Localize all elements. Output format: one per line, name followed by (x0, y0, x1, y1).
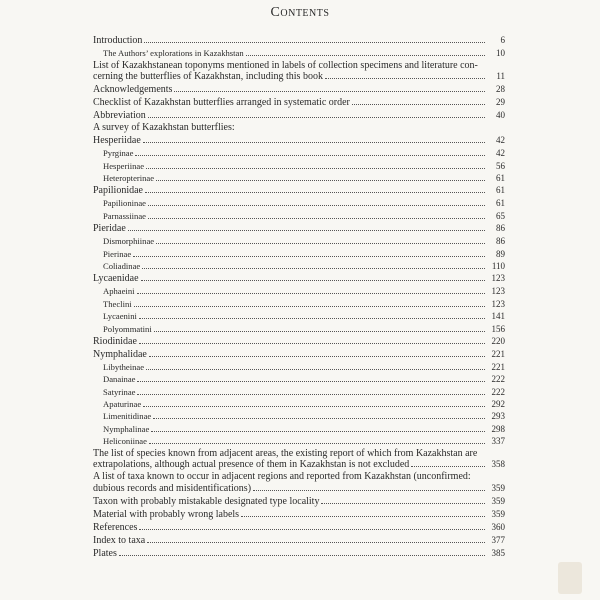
dot-leader (352, 104, 485, 105)
toc-entry-title: A list of taxa known to occur in adjacent regions and reported from Kazakhstan (unconfirmed: (93, 471, 471, 483)
toc-page-number: 61 (496, 185, 505, 196)
toc-entry (93, 509, 505, 521)
dot-leader (153, 418, 485, 419)
toc-page-number: 298 (491, 423, 505, 434)
toc-entry (93, 135, 505, 147)
toc-entry-title: Riodinidae (93, 335, 137, 347)
toc-page-number: 141 (491, 311, 505, 322)
dot-leader (139, 318, 485, 319)
toc-page-number: 337 (491, 436, 505, 447)
toc-page-number: 56 (496, 160, 505, 171)
toc-entry (93, 324, 505, 335)
toc-entry (93, 211, 505, 222)
toc-entry (93, 97, 505, 109)
dot-leader (128, 230, 485, 231)
toc-entry-title: Plates (93, 547, 117, 559)
toc-entry-title: extrapolations, although actual presence of them in Kazakhstan is not excluded (93, 459, 410, 471)
toc-entry (93, 185, 505, 197)
toc-page-number: 222 (491, 386, 505, 397)
toc-entry-title: List of Kazakhstanean toponyms mentioned in labels of collection specimens and literature con- (93, 59, 478, 71)
dot-leader (142, 268, 485, 269)
toc-entry (93, 522, 505, 534)
dot-leader (145, 192, 485, 193)
toc-entry-title: Apaturinae (103, 399, 142, 410)
dot-leader (411, 466, 485, 467)
toc-entry-title: Nymphalidae (93, 348, 147, 360)
dot-leader (148, 218, 485, 219)
dot-leader (154, 331, 485, 332)
toc-page-number: 29 (496, 97, 505, 108)
dot-leader (325, 78, 485, 79)
toc-entry-title: Polyommatini (103, 323, 152, 334)
toc-page-number: 222 (491, 374, 505, 385)
toc-entry-title: Lycaenidae (93, 273, 139, 285)
toc-page-number: 40 (496, 110, 505, 121)
toc-entry (93, 236, 505, 247)
toc-entry-title: Nymphalinae (103, 423, 150, 434)
dot-leader (241, 516, 485, 517)
toc-entry-title: Introduction (93, 35, 143, 47)
dot-leader (133, 256, 485, 257)
toc-entry (93, 110, 505, 122)
toc-entry-title: Heliconiinae (103, 436, 147, 447)
toc-entry-title: Papilionidae (93, 185, 143, 197)
dot-leader (174, 91, 485, 92)
toc-entry-title: The Authors’ explorations in Kazakhstan (103, 48, 244, 59)
dot-leader (149, 356, 485, 357)
page-title: Contents (270, 5, 330, 20)
dot-leader (253, 490, 485, 491)
dot-leader (146, 369, 485, 370)
toc-entry-title: cerning the butterflies of Kazakhstan, including this book (93, 71, 323, 83)
toc-page-number: 221 (491, 348, 505, 359)
toc-entry (93, 123, 505, 134)
toc-entry-title: Abbreviation (93, 110, 146, 122)
toc-entry-title: Material with probably wrong labels (93, 508, 240, 520)
toc-entry-title: Satyrinae (103, 386, 136, 397)
toc-entry-title: Acknowledgements (93, 84, 173, 96)
toc-entry-title: dubious records and misidentifications) (93, 482, 252, 494)
toc-page-number: 6 (500, 35, 505, 46)
toc-entry-title: Hesperiinae (103, 160, 145, 171)
toc-page-number: 42 (496, 135, 505, 146)
toc-entry (93, 48, 505, 59)
toc-entry (93, 436, 505, 447)
dot-leader (135, 155, 485, 156)
toc-page-number: 110 (491, 260, 505, 271)
toc-entry-title: A survey of Kazakhstan butterflies: (93, 122, 235, 134)
dot-leader (321, 503, 485, 504)
toc-page-number: 221 (491, 361, 505, 372)
toc-entry (93, 387, 505, 398)
toc-page-number: 220 (491, 335, 505, 346)
toc-page-number: 28 (496, 84, 505, 95)
toc-entry (93, 173, 505, 184)
toc-page-number: 86 (496, 236, 505, 247)
toc-page-number: 377 (491, 534, 505, 545)
toc-entry-title: Papilioninae (103, 198, 146, 209)
toc-page-number: 123 (491, 286, 505, 297)
toc-entry (93, 273, 505, 285)
toc-entry-title: Hesperiidae (93, 135, 141, 147)
toc-entry (93, 198, 505, 209)
toc-page-number: 65 (496, 210, 505, 221)
toc-entry (93, 349, 505, 361)
dot-leader (151, 431, 485, 432)
toc-page-number: 61 (496, 173, 505, 184)
toc-entry (93, 336, 505, 348)
toc-entry-title: Danainae (103, 374, 136, 385)
toc-entry-title: Pieridae (93, 223, 126, 235)
toc-entry (93, 424, 505, 435)
toc-entry-title: Theclini (103, 298, 132, 309)
dot-leader (139, 343, 485, 344)
dot-leader (143, 142, 485, 143)
toc-entry (93, 61, 505, 83)
toc-entry-title: Pierinae (103, 248, 132, 259)
dot-leader (146, 168, 485, 169)
toc-entry (93, 548, 505, 560)
toc-page-number: 42 (496, 148, 505, 159)
toc-page-number: 156 (491, 323, 505, 334)
dot-leader (143, 406, 485, 407)
toc-entry-title: Lycaenini (103, 311, 137, 322)
dot-leader (139, 529, 485, 530)
toc-page-number: 123 (491, 298, 505, 309)
toc-entry (93, 496, 505, 508)
toc-entry (93, 35, 505, 47)
dot-leader (119, 555, 485, 556)
toc-entry (93, 411, 505, 422)
toc-entry-title: Parnassiinae (103, 210, 146, 221)
dot-leader (246, 55, 485, 56)
toc-page-number: 89 (496, 248, 505, 259)
toc-page-number: 359 (491, 508, 505, 519)
toc-entry-title: Checklist of Kazakhstan butterflies arranged in systematic order (93, 97, 350, 109)
toc-entry (93, 286, 505, 297)
toc-entry (93, 299, 505, 310)
dot-leader (144, 42, 485, 43)
toc-entry-title: Taxon with probably mistakable designated type locality (93, 495, 320, 507)
toc-entry (93, 449, 505, 471)
toc-page-number: 86 (496, 223, 505, 234)
toc-page-number: 11 (496, 71, 505, 82)
toc-entry (93, 472, 505, 494)
toc-entry-title: Coliadinae (103, 260, 141, 271)
toc-page-number: 123 (491, 273, 505, 284)
toc-entry (93, 223, 505, 235)
toc-entry-title: References (93, 521, 138, 533)
toc-entry (93, 362, 505, 373)
toc-entry (93, 399, 505, 410)
toc-page-number: 359 (491, 482, 505, 493)
toc-entry-title: Heteropterinae (103, 173, 155, 184)
toc-page-number: 385 (491, 547, 505, 558)
toc-entry-title: Index to taxa (93, 534, 146, 546)
dot-leader (156, 180, 485, 181)
toc-entry (93, 249, 505, 260)
toc-entry (93, 148, 505, 159)
toc-page-number: 10 (496, 48, 505, 59)
toc-entry-title: Dismorphiinae (103, 236, 155, 247)
toc-page-number: 61 (496, 198, 505, 209)
dot-leader (137, 293, 485, 294)
dot-leader (137, 394, 485, 395)
toc-page-number: 293 (491, 411, 505, 422)
library-stamp (558, 562, 582, 594)
toc-entry-title: Pyrginae (103, 148, 134, 159)
dot-leader (156, 243, 485, 244)
dot-leader (148, 117, 485, 118)
toc-entry-title: Aphaeini (103, 286, 135, 297)
toc-entry-title: Limenitidinae (103, 411, 152, 422)
toc-entry (93, 261, 505, 272)
toc-entry-title: The list of species known from adjacent areas, the existing report of which from Kazakhstan are (93, 447, 478, 459)
toc-entry (93, 84, 505, 96)
table-of-contents (93, 34, 505, 559)
toc-entry (93, 161, 505, 172)
toc-page-number: 292 (491, 399, 505, 410)
dot-leader (137, 381, 485, 382)
dot-leader (134, 306, 485, 307)
toc-entry (93, 535, 505, 547)
dot-leader (149, 443, 485, 444)
dot-leader (148, 205, 485, 206)
toc-page-number: 360 (491, 521, 505, 532)
dot-leader (147, 542, 485, 543)
toc-page-number: 359 (491, 495, 505, 506)
toc-entry (93, 374, 505, 385)
toc-entry (93, 311, 505, 322)
toc-page-number: 358 (491, 459, 505, 470)
toc-entry-title: Libytheinae (103, 361, 145, 372)
dot-leader (141, 280, 485, 281)
